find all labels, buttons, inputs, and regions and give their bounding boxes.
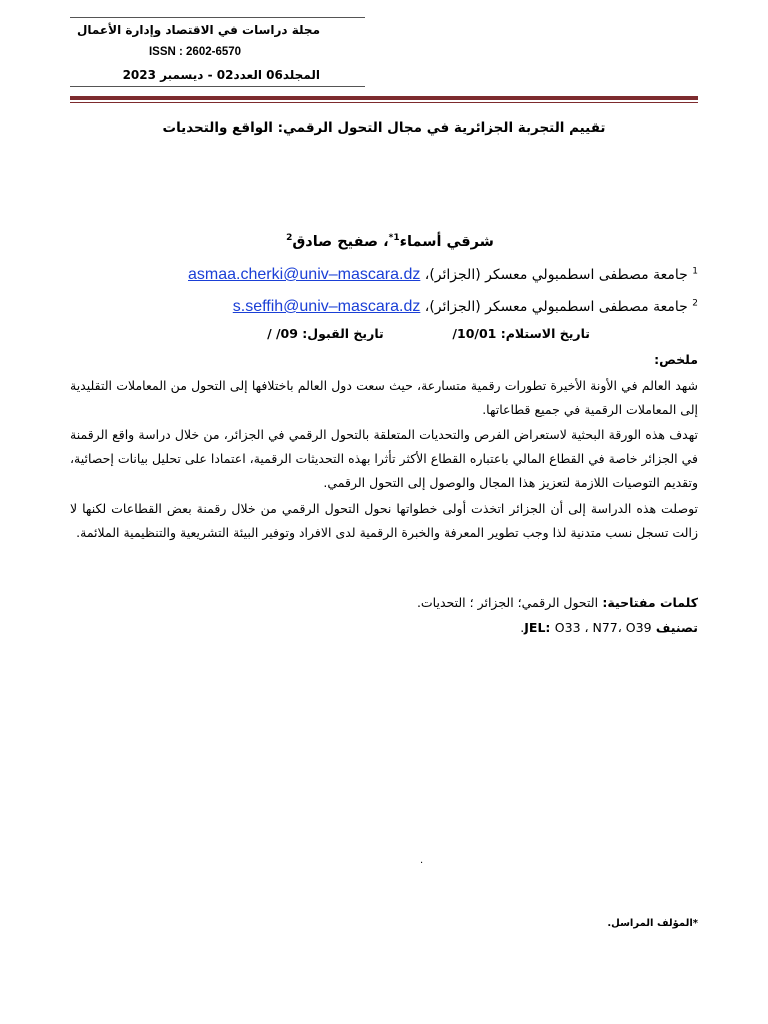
corresponding-author-note: *المؤلف المراسل. xyxy=(607,918,698,929)
divider-thick xyxy=(70,96,698,100)
affiliation-1-email[interactable]: asmaa.cherki@univ–mascara.dz xyxy=(188,266,421,283)
affiliation-1-text: جامعة مصطفى اسطمبولي معسكر (الجزائر)، xyxy=(420,267,688,283)
affiliation-2-email[interactable]: s.seffih@univ–mascara.dz xyxy=(232,298,421,315)
header-rule-top xyxy=(70,17,365,18)
stray-dot: . xyxy=(420,855,424,866)
abstract-heading: ملخص: xyxy=(654,352,698,367)
dates-line xyxy=(70,326,590,341)
author-separator: ، xyxy=(378,233,389,250)
author-2-name: صفيح صادق xyxy=(292,233,379,250)
author-1-sup: 1* xyxy=(388,233,400,243)
jel-classification xyxy=(70,620,698,635)
affiliation-1 xyxy=(70,266,698,284)
abstract-paragraph-3: توصلت هذه الدراسة إلى أن الجزائر اتخذت أولى خطواتها نحول التحول الرقمي من خلال رقمنة بعض القطاعات لكنها لا زالت تسجل نسب متدنية لذا وجب تطوير المعرفة والخبرة الرقمية لدى الافراد وتوفير البيئة التشريعية والتنظيمية الملائمة. xyxy=(70,501,698,540)
abstract-paragraph-1: شهد العالم في الأونة الأخيرة تطورات رقمية متسارعة، حيث سعت دول العالم باختلافها إلى التحول من المعاملات التقليدية إلى المعاملات الرقمية في جميع قطاعاتها. xyxy=(70,378,698,417)
keywords-label: كلمات مفتاحية: xyxy=(598,595,698,610)
abstract-paragraph-2: تهدف هذه الورقة البحثية لاستعراض الفرص والتحديات المتعلقة بالتحول الرقمي في الجزائر، من خلال دراسة واقع الرقمنة في الجزائر خاصة في القطاع المالي باعتباره القطاع الأكثر تأثرا بهذه التحديثات الرقمية، اعتمادا على تحليل بيانات إحصائية، وتقديم التوصيات اللازمة لتعزيز هذا المجال والوصول إلى التحول الرقمي. xyxy=(70,427,698,490)
affiliation-2 xyxy=(70,298,698,316)
authors xyxy=(150,233,630,250)
affiliation-2-text: جامعة مصطفى اسطمبولي معسكر (الجزائر)، xyxy=(420,299,688,315)
paper-title: تقييم التجربة الجزائرية في مجال التحول الرقمي: الواقع والتحديات xyxy=(162,120,606,136)
keywords-value: التحول الرقمي؛ الجزائر ؛ التحديات. xyxy=(416,595,599,610)
date-received: تاريخ الاستلام: 10/01/ xyxy=(452,326,590,341)
journal-name: مجلة دراسات في الاقتصاد وإدارة الأعمال xyxy=(76,23,320,37)
author-1-name: شرقي أسماء xyxy=(399,233,494,250)
affiliation-1-num: 1 xyxy=(692,266,698,277)
date-accepted: تاريخ القبول: 09/ / xyxy=(267,326,384,341)
jel-value: O33 ، N77، O39. xyxy=(520,620,652,635)
author-2-sup: 2 xyxy=(286,233,293,243)
affiliation-2-num: 2 xyxy=(692,298,698,309)
journal-volume: المجلد06 العدد02 - ديسمبر 2023 xyxy=(122,68,320,82)
divider-thin xyxy=(70,102,698,103)
header-rule-bottom xyxy=(70,86,365,87)
jel-label: تصنيف JEL: xyxy=(524,620,698,635)
keywords xyxy=(70,595,698,610)
issn: ISSN : 2602-6570 xyxy=(148,46,242,58)
